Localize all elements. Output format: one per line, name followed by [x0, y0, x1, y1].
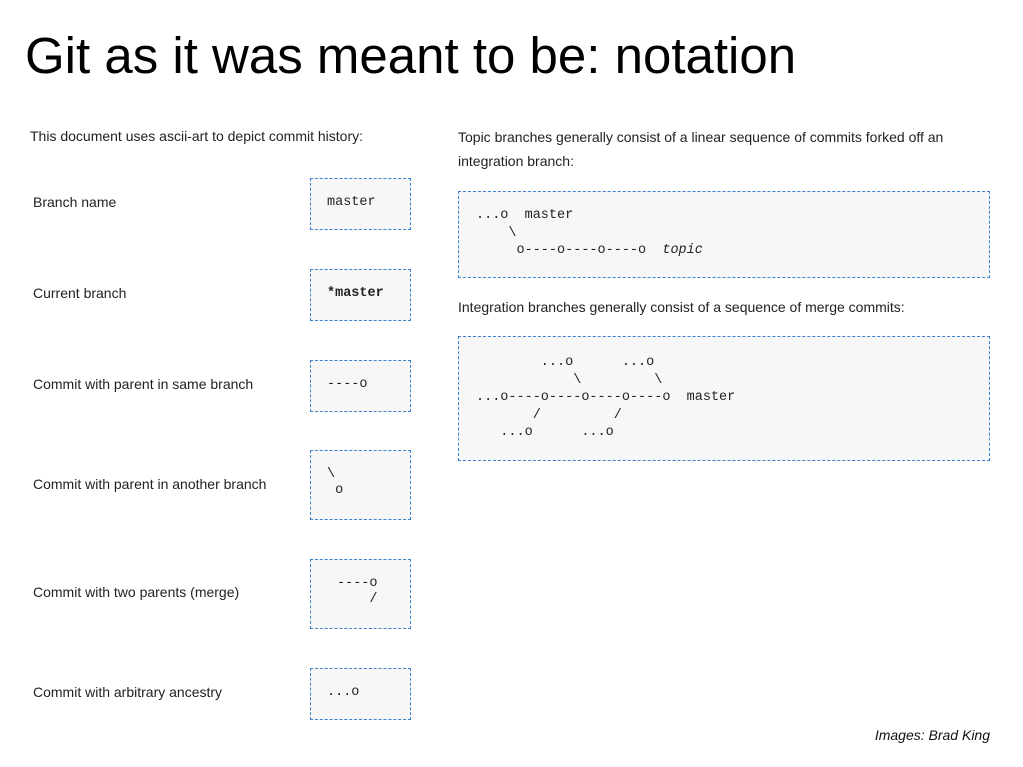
- integration-diagram: ...o ...o \ \ ...o----o----o----o----o master / / ...o ...o: [476, 355, 736, 440]
- topic-line-1: ...o master: [476, 208, 574, 223]
- code-commit-another-branch: \ o: [327, 467, 344, 498]
- topic-diagram-box: [458, 191, 990, 278]
- topic-line-2: \: [476, 225, 517, 241]
- code-merge-commit: ----o /: [337, 576, 378, 607]
- code-box-commit-another-branch: [310, 450, 411, 520]
- row-label-current-branch: Current branch: [33, 285, 127, 301]
- integration-description: Integration branches generally consist of a sequence of merge commits:: [458, 299, 905, 315]
- code-box-merge-commit: [310, 559, 411, 629]
- page-title: Git as it was meant to be: notation: [25, 27, 797, 84]
- intro-text: This document uses ascii-art to depict commit history:: [30, 128, 364, 144]
- image-credit: Images: Brad King: [874, 727, 990, 743]
- topic-branch-label: topic: [662, 243, 703, 258]
- row-label-arbitrary-ancestry: Commit with arbitrary ancestry: [33, 684, 223, 700]
- row-label-merge-commit: Commit with two parents (merge): [33, 584, 240, 600]
- code-box-commit-same-branch: [310, 360, 411, 412]
- row-label-branch-name: Branch name: [33, 194, 117, 210]
- code-commit-same-branch: ----o: [327, 377, 368, 392]
- code-box-arbitrary-ancestry: [310, 668, 411, 720]
- topic-description: Topic branches generally consist of a linear sequence of commits forked off an integration branch:: [458, 129, 944, 169]
- code-box-branch-name: [310, 178, 411, 230]
- topic-diagram: [476, 207, 703, 260]
- code-arbitrary-ancestry: ...o: [327, 685, 360, 700]
- row-label-commit-same-branch: Commit with parent in same branch: [33, 376, 254, 392]
- code-current-branch: *master: [327, 286, 384, 301]
- code-box-current-branch: [310, 269, 411, 321]
- row-label-commit-another-branch: Commit with parent in another branch: [33, 476, 267, 492]
- integration-diagram-box: [458, 336, 990, 461]
- code-branch-name: master: [327, 195, 376, 210]
- topic-line-3: o----o----o----o: [476, 243, 663, 258]
